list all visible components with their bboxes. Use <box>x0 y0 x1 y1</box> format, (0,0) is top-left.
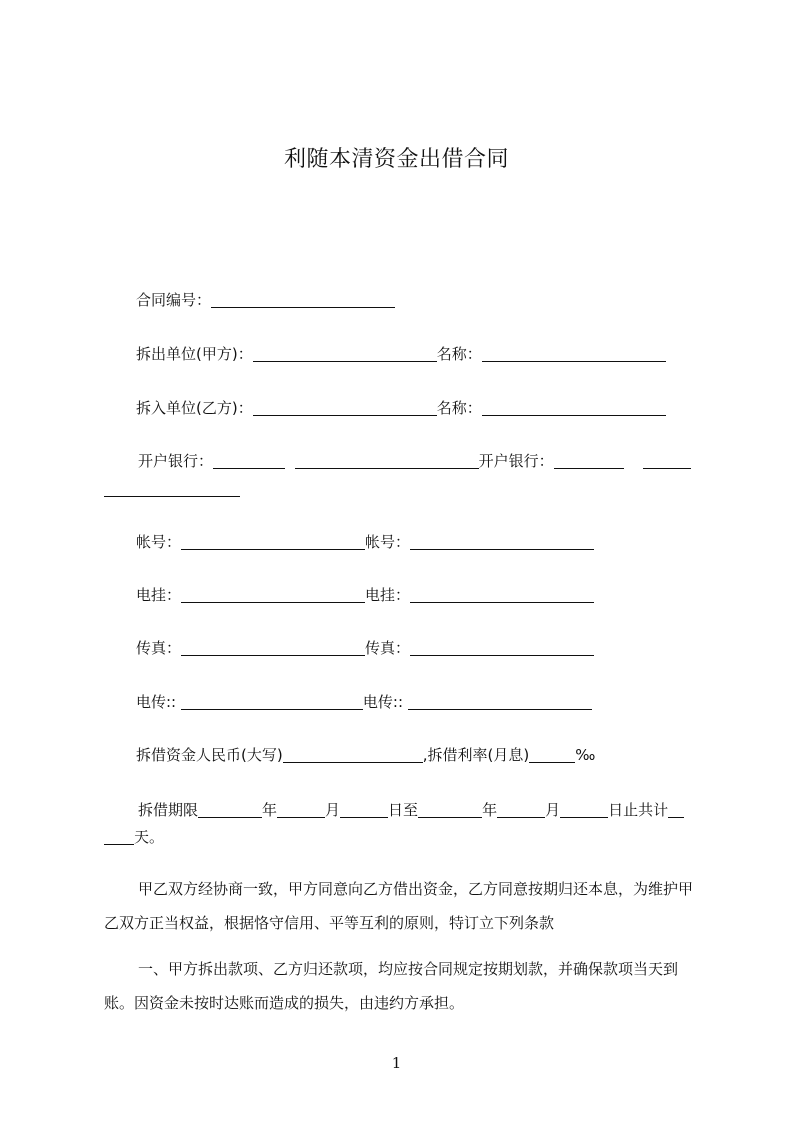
day-to-label: 日至 <box>388 801 419 819</box>
telex-a-blank[interactable] <box>181 693 363 710</box>
contract-number-label: 合同编号： <box>136 291 212 309</box>
end-month-blank[interactable] <box>497 801 545 818</box>
account-b-label: 帐号： <box>365 533 411 551</box>
loan-amount-line <box>104 741 732 769</box>
end-day-blank[interactable] <box>560 801 608 818</box>
days-label: 天。 <box>134 828 165 846</box>
loan-amount-label: 拆借资金人民币(大写) <box>136 746 283 764</box>
borrower-name-blank[interactable] <box>482 399 666 416</box>
loan-term-line <box>104 796 734 824</box>
bank-a-blank-2[interactable] <box>295 452 479 469</box>
day-end-label: 日止共计 <box>608 801 669 819</box>
account-b-blank[interactable] <box>410 533 594 550</box>
lender-unit-line <box>104 340 732 368</box>
fax-line <box>104 634 732 662</box>
telex-a-label: 电传:: <box>136 693 177 711</box>
cable-a-blank[interactable] <box>181 586 365 603</box>
bank-line <box>104 447 734 475</box>
bank-a-label: 开户银行： <box>138 452 214 470</box>
fax-b-label: 传真： <box>365 639 411 657</box>
loan-term-line-continued <box>104 823 700 851</box>
rate-unit: ‰ <box>575 746 596 764</box>
cable-b-blank[interactable] <box>410 586 594 603</box>
rate-separator: , <box>422 746 428 764</box>
borrower-unit-line <box>104 394 732 422</box>
account-a-blank[interactable] <box>181 533 365 550</box>
month-label-1: 月 <box>325 801 341 819</box>
contract-number-blank[interactable] <box>211 291 395 308</box>
account-line <box>104 528 732 556</box>
contract-number-line <box>104 286 732 314</box>
borrower-unit-label: 拆入单位(乙方)： <box>136 399 253 417</box>
telex-b-label: 电传:: <box>362 693 403 711</box>
lender-name-label: 名称： <box>436 345 482 363</box>
account-a-label: 帐号： <box>136 533 182 551</box>
start-month-blank[interactable] <box>277 801 325 818</box>
lender-unit-blank[interactable] <box>253 345 437 362</box>
loan-term-label: 拆借期限 <box>138 801 199 819</box>
intro-paragraph: 甲乙双方经协商一致，甲方同意向乙方借出资金，乙方同意按期归还本息，为维护甲乙双方正当权益，根据恪守信用、平等互利的原则，特订立下列条款 <box>104 880 694 932</box>
borrower-name-label: 名称： <box>436 399 482 417</box>
month-label-2: 月 <box>545 801 561 819</box>
lender-unit-label: 拆出单位(甲方)： <box>136 345 253 363</box>
fax-a-label: 传真： <box>136 639 182 657</box>
cable-line <box>104 581 732 609</box>
bank-line-continued <box>104 475 700 503</box>
bank-b-blank-2[interactable] <box>643 452 691 469</box>
fax-a-blank[interactable] <box>181 639 365 656</box>
total-days-blank-1[interactable] <box>668 801 684 818</box>
total-days-blank-2[interactable] <box>104 828 134 845</box>
borrower-unit-blank[interactable] <box>253 399 437 416</box>
page-number: 1 <box>391 1054 402 1072</box>
telex-line <box>104 688 732 716</box>
loan-rate-blank[interactable] <box>529 746 575 763</box>
start-day-blank[interactable] <box>340 801 388 818</box>
bank-b-label: 开户银行： <box>478 452 554 470</box>
cable-b-label: 电挂： <box>365 586 411 604</box>
loan-rate-label: 拆借利率(月息) <box>427 746 530 764</box>
document-title: 利随本清资金出借合同 <box>283 147 509 172</box>
start-year-blank[interactable] <box>198 801 262 818</box>
bank-b-blank-3[interactable] <box>104 480 240 497</box>
year-label-1: 年 <box>262 801 278 819</box>
cable-a-label: 电挂： <box>136 586 182 604</box>
bank-a-blank-1[interactable] <box>213 452 285 469</box>
clause-1-paragraph: 一、甲方拆出款项、乙方归还款项，均应按合同规定按期划款，并确保款项当天到账。因资金未按时达账而造成的损失，由违约方承担。 <box>104 960 679 1012</box>
telex-b-blank[interactable] <box>408 693 592 710</box>
bank-b-blank-1[interactable] <box>554 452 624 469</box>
fax-b-blank[interactable] <box>410 639 594 656</box>
loan-amount-blank[interactable] <box>283 746 423 763</box>
lender-name-blank[interactable] <box>482 345 666 362</box>
end-year-blank[interactable] <box>418 801 482 818</box>
year-label-2: 年 <box>482 801 498 819</box>
